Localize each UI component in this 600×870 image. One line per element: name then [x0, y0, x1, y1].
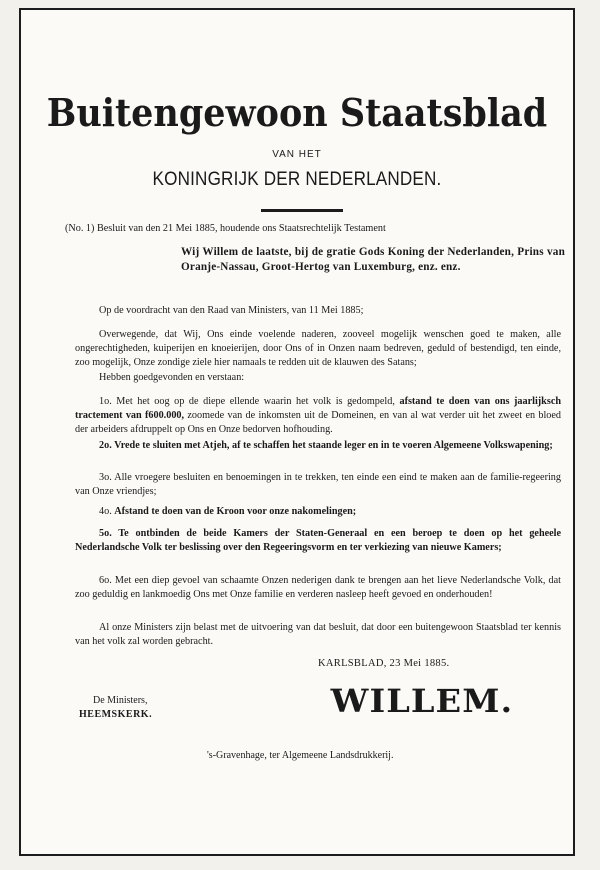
article-3: 3o. Alle vroegere besluiten en benoemingen in te trekken, ten einde een eind te maken aan de familie-regeering van Onze vriendjes;: [75, 472, 561, 497]
royal-preamble: Wij Willem de laatste, bij de gratie Gods Koning der Nederlanden, Prins van Oranje-Nassau, Groot-Hertog van Luxemburg, enz. enz.: [181, 246, 565, 273]
article-1-bold: afstand te doen van ons jaarlijksch tractement van f600.000,: [75, 396, 562, 421]
minister-name: HEEMSKERK.: [79, 709, 153, 720]
printer-line: 's-Gravenhage, ter Algemeene Landsdrukkerij.: [207, 750, 394, 761]
closing-paragraph: Al onze Ministers zijn belast met de uitvoering van dat besluit, dat door een buitengewoon Staatsblad ter kennis van het volk zal worden gebracht.: [75, 622, 561, 647]
article-2: 2o. Vrede te sluiten met Atjeh, af te schaffen het staande leger en in te voeren Algemeene Volkswapening;: [99, 440, 553, 451]
article-1-text-a: 1o. Met het oog op de diepe ellende waarin het volk is gedompeld,: [99, 396, 395, 407]
document-title: Buitengewoon Staatsblad: [46, 90, 548, 135]
article-4: [75, 505, 561, 519]
royal-signature: WILLEM.: [330, 682, 514, 720]
article-5: 5o. Te ontbinden de beide Kamers der Staten-Generaal en een beroep te doen op het geheele Nederlandsche Volk ter beslissing over den Regeeringsvorm en ter verkiezing van nieuwe Kamers;: [75, 528, 561, 553]
paragraph-hebben: Hebben goedgevonden en verstaan:: [99, 372, 245, 383]
subtitle-van-het: VAN HET: [272, 149, 322, 160]
kingdom-name: KONINGRIJK DER NEDERLANDEN.: [152, 169, 442, 190]
article-6: 6o. Met een diep gevoel van schaamte Onzen nederigen dank te brengen aan het lieve Nederlandsche Volk, dat zoo geduldig en lankmoedig Ons met Onze familie en verderen nasleep heeft gevoed en onderhouden!: [75, 575, 561, 600]
article-4-number: 4o.: [99, 506, 112, 517]
paragraph-voordracht: Op de voordracht van den Raad van Ministers, van 11 Mei 1885;: [99, 305, 364, 316]
place-date: KARLSBLAD, 23 Mei 1885.: [318, 658, 450, 669]
staatsblad-page: [19, 8, 575, 856]
title-divider: [261, 209, 343, 212]
article-4-bold: Afstand te doen van de Kroon voor onze nakomelingen;: [114, 506, 357, 517]
ministers-label: De Ministers,: [93, 695, 148, 706]
paragraph-overwegende: Overwegende, dat Wij, Ons einde voelende naderen, zooveel mogelijk wenschen goed te maken, alle ongerechtigheden, kuiperijen en knoeierijen, door Ons of in Onzen naam bedreven, geduld of bestendigd, ten einde, zoo mogelijk, Onze zondige ziele hier namaals te redden uit de klauwen des Satans;: [75, 329, 561, 368]
article-1-text-b: zoomede van de inkomsten uit de Domeinen, en van al wat verder uit het zweet en bloed der arbeiders afdruppelt op Ons en Onze bedorven hofhouding.: [75, 410, 562, 435]
decree-heading: (No. 1) Besluit van den 21 Mei 1885, houdende ons Staatsrechtelijk Testament: [65, 223, 386, 234]
article-1: [75, 395, 561, 437]
